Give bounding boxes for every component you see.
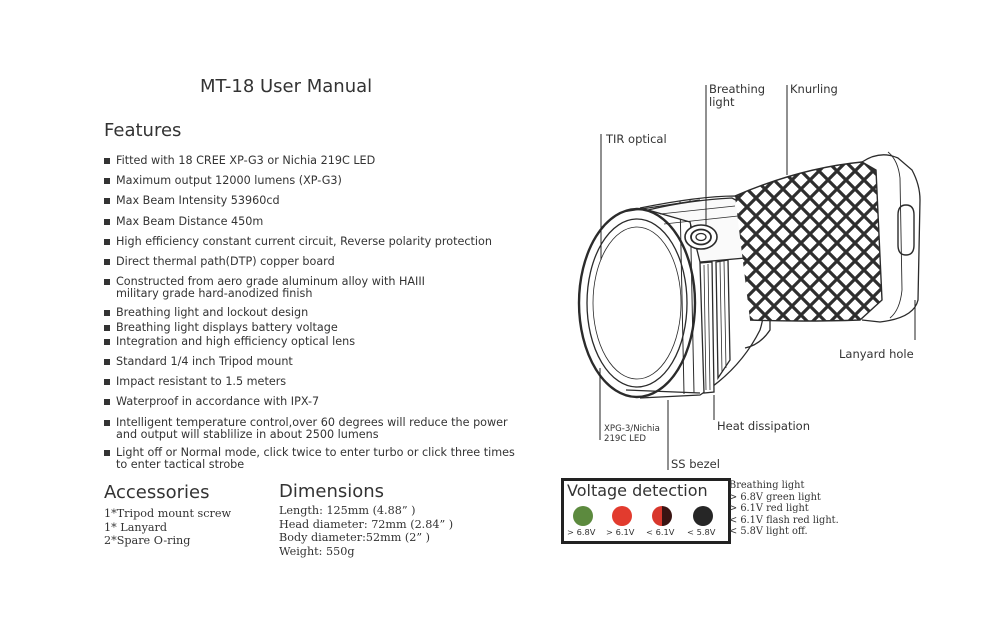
feature-item: High efficiency constant current circuit, Reverse polarity protection — [104, 236, 536, 248]
callout-breathing-light — [709, 83, 765, 109]
accessory-item: 1* Lanyard — [104, 520, 168, 534]
legend-line: > 6.1V red light — [729, 503, 809, 514]
feature-item: Max Beam Distance 450m — [104, 216, 536, 228]
feature-item: Fitted with 18 CREE XP-G3 or Nichia 219C LED — [104, 155, 536, 167]
features-heading: Features — [104, 120, 182, 141]
legend-line: < 5.8V light off. — [729, 526, 808, 537]
accessory-item: 1*Tripod mount screw — [104, 507, 232, 520]
feature-item: Light off or Normal mode, click twice to enter turbo or click three times to enter tactical strobe — [104, 447, 516, 471]
feature-item: Breathing light and lockout design — [104, 307, 536, 319]
voltage-dot-red — [612, 506, 632, 526]
feature-item: Intelligent temperature control,over 60 degrees will reduce the power and output will stablilize in about 2500 lumens — [104, 417, 511, 441]
callout-ss-bezel: SS bezel — [671, 457, 720, 471]
feature-item: Maximum output 12000 lumens (XP-G3) — [104, 175, 536, 187]
manual-title: MT-18 User Manual — [200, 76, 373, 97]
breathing-light-legend — [729, 480, 839, 538]
callout-heat-dissipation: Heat dissipation — [717, 419, 810, 433]
accessories-heading: Accessories — [104, 482, 210, 503]
feature-item: Direct thermal path(DTP) copper board — [104, 256, 536, 268]
legend-line: > 6.8V green light — [729, 491, 821, 503]
callout-knurling: Knurling — [790, 82, 838, 96]
dimension-item: Head diameter: 72mm (2.84” ) — [279, 517, 454, 531]
callout-lanyard-hole: Lanyard hole — [839, 347, 914, 361]
voltage-label: > 6.8V — [567, 527, 596, 537]
dimension-item: Length: 125mm (4.88” ) — [279, 504, 416, 517]
callout-text: light — [709, 95, 735, 109]
voltage-label: < 6.1V — [646, 527, 675, 537]
voltage-dot-flash-red — [652, 506, 672, 526]
dimensions-heading: Dimensions — [279, 481, 385, 502]
feature-item: Waterproof in accordance with IPX-7 — [104, 396, 536, 408]
callout-led — [604, 424, 660, 444]
feature-item: Breathing light displays battery voltage — [104, 322, 536, 334]
voltage-detection-title: Voltage detection — [567, 481, 708, 500]
feature-item: Integration and high efficiency optical lens — [104, 336, 536, 348]
voltage-dot-green — [573, 506, 593, 526]
dimension-item: Body diameter:52mm (2” ) — [279, 531, 430, 544]
callout-text: 219C LED — [604, 434, 646, 444]
feature-item: Impact resistant to 1.5 meters — [104, 376, 536, 388]
voltage-label: < 5.8V — [687, 527, 716, 537]
legend-line: < 6.1V flash red light. — [729, 514, 839, 526]
feature-item: Max Beam Intensity 53960cd — [104, 195, 536, 207]
callout-text: Breathing — [709, 82, 766, 96]
callout-text: XPG-3/Nichia — [604, 424, 660, 434]
feature-item: Constructed from aero grade aluminum alloy with HAIII military grade hard-anodized finish — [104, 276, 446, 300]
voltage-dot-off — [693, 506, 713, 526]
accessory-item: 2*Spare O-ring — [104, 534, 191, 547]
legend-line: Breathing light — [729, 480, 805, 491]
dimension-item: Weight: 550g — [279, 544, 355, 558]
feature-item: Standard 1/4 inch Tripod mount — [104, 356, 536, 368]
voltage-label: > 6.1V — [606, 527, 635, 537]
callout-tir-optical: TIR optical — [606, 132, 667, 146]
